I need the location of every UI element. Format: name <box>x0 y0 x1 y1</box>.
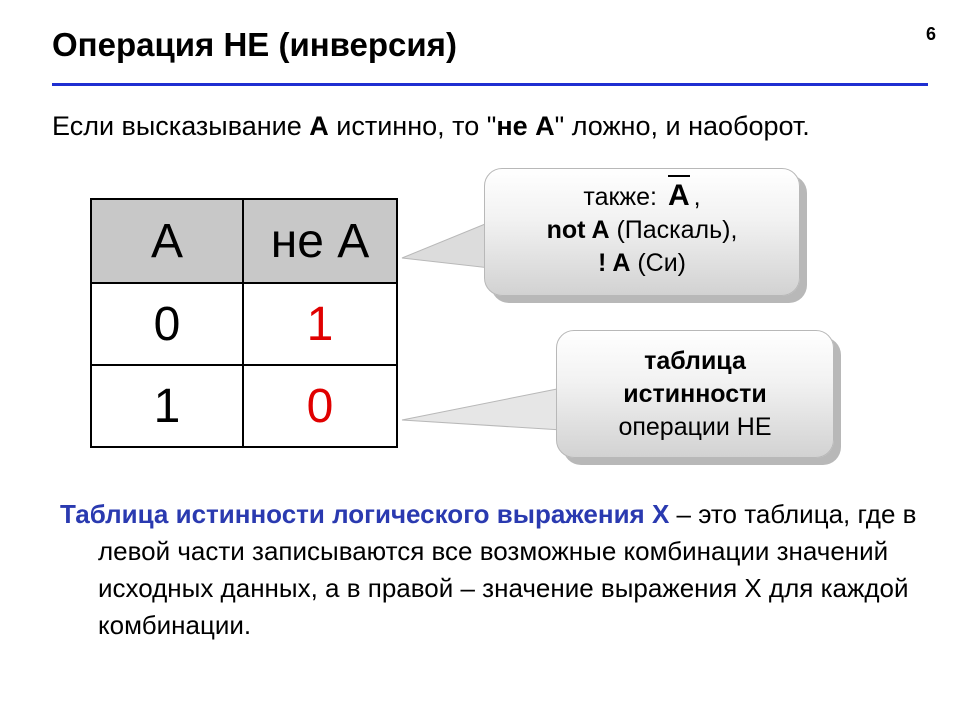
truth-table-header-row <box>91 199 397 283</box>
intro-part-2: истинно, то " <box>328 111 497 141</box>
callout-notation-line-2 <box>485 214 799 247</box>
intro-part-1: Если высказывание <box>52 111 310 141</box>
intro-variable: A <box>309 111 329 141</box>
definition-text: – это таблица, где в левой части записываются все возможные комбинации значений исходных данных, а в правой – значение выражения X для каждой комбинации. <box>98 499 917 640</box>
callout-notation-pointer <box>402 222 490 268</box>
title-divider <box>52 83 928 86</box>
definition-paragraph <box>60 496 958 644</box>
overline-a-symbol: A <box>668 175 690 212</box>
caption-line-2: истинности <box>623 380 767 408</box>
c-notation: ! A <box>597 249 631 277</box>
pascal-notation: not A <box>546 216 610 244</box>
definition-term: Таблица истинности логического выражения X <box>60 499 670 529</box>
intro-paragraph <box>52 108 812 145</box>
truth-table <box>90 198 398 448</box>
caption-line-1: таблица <box>644 347 746 375</box>
pascal-label: (Паскаль), <box>609 216 738 244</box>
c-label: (Си) <box>630 249 687 277</box>
comma: , <box>693 183 701 211</box>
caption-line-3: операции НЕ <box>618 413 772 441</box>
callout-notation-line-3 <box>485 247 799 280</box>
intro-not-a: не А <box>496 111 555 141</box>
cell-not-a: 1 <box>243 283 397 365</box>
table-row <box>91 283 397 365</box>
also-label: также: <box>583 183 657 211</box>
callout-table-pointer <box>402 388 562 430</box>
callout-notation-line-1 <box>485 175 799 214</box>
intro-part-3: " ложно, и наоборот. <box>554 111 810 141</box>
callout-notation <box>484 168 800 296</box>
table-row <box>91 365 397 447</box>
callout-table-caption <box>556 330 834 458</box>
slide-title: Операция НЕ (инверсия) <box>52 26 457 63</box>
cell-a: 0 <box>91 283 243 365</box>
header-not-a: не A <box>243 199 397 283</box>
page-number: 6 <box>925 24 936 44</box>
header-a: A <box>91 199 243 283</box>
cell-a: 1 <box>91 365 243 447</box>
cell-not-a: 0 <box>243 365 397 447</box>
